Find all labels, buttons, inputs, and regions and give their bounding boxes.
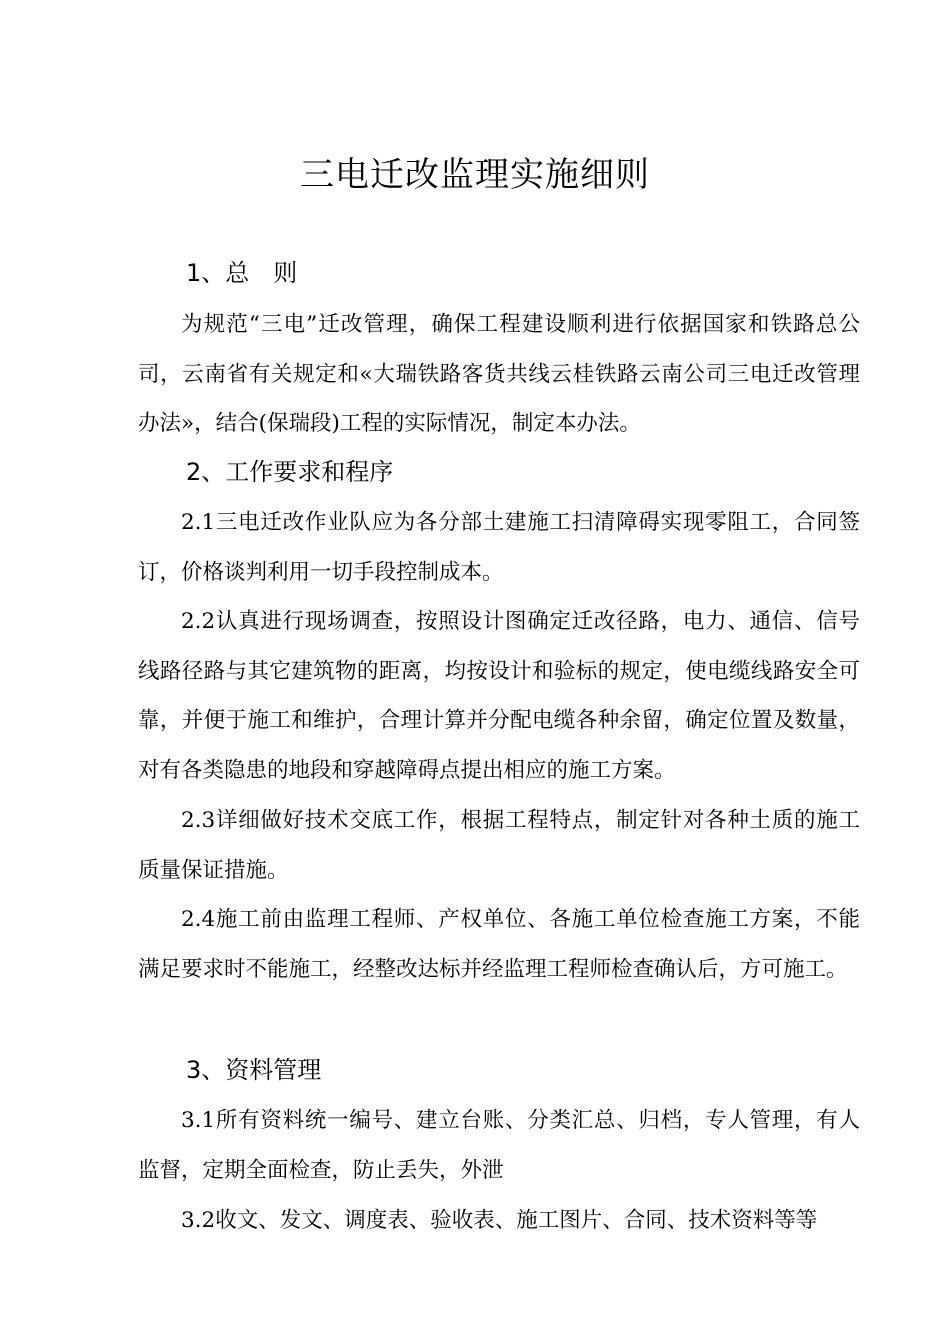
section-heading-general: 1、总 则: [186, 259, 298, 287]
paragraph-general-purpose: 为规范“三电”迁改管理，确保工程建设顺利进行依据国家和铁路总公司，云南省有关规定和«大瑞铁路客货共线云桂铁路云南公司三电迁改管理办法»，结合(保瑞段)工程的实际情况，制定本办法。: [138, 312, 860, 436]
paragraph-2-3: 2.3详细做好技术交底工作，根据工程特点，制定针对各种土质的施工质量保证措施。: [138, 808, 860, 883]
section-heading-document-management: 3、资料管理: [186, 1056, 322, 1084]
paragraph-2-2: 2.2认真进行现场调查，按照设计图确定迁改径路，电力、通信、信号线路径路与其它建筑物的距离，均按设计和验标的规定，使电缆线路安全可靠，并便于施工和维护，合理计算并分配电缆各种余留，确定位置及数量，对有各类隐患的地段和穿越障碍点提出相应的施工方案。: [138, 609, 860, 783]
paragraph-3-2: 3.2收文、发文、调度表、验收表、施工图片、合同、技术资料等等: [181, 1208, 818, 1233]
paragraph-2-4: 2.4施工前由监理工程师、产权单位、各施工单位检查施工方案，不能满足要求时不能施工，经整改达标并经监理工程师检查确认后，方可施工。: [138, 907, 860, 982]
document-title: 三电迁改监理实施细则: [300, 155, 650, 195]
paragraph-3-1: 3.1所有资料统一编号、建立台账、分类汇总、归档，专人管理，有人监督，定期全面检查，防止丢失，外泄: [138, 1108, 860, 1183]
paragraph-2-1: 2.1三电迁改作业队应为各分部土建施工扫清障碍实现零阻工，合同签订，价格谈判利用一切手段控制成本。: [138, 510, 860, 585]
section-heading-work-requirements: 2、工作要求和程序: [186, 458, 394, 486]
